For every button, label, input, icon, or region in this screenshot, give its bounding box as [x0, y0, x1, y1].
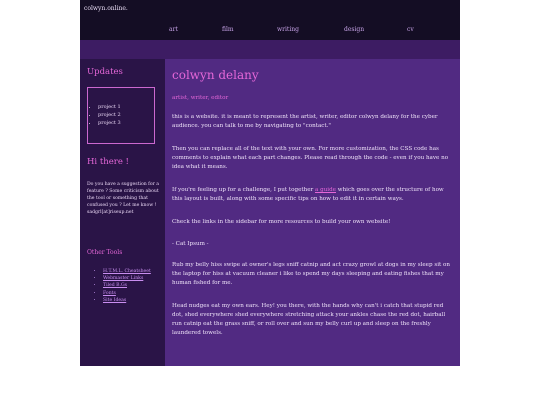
page-subtitle: artist, writer, editor	[172, 95, 229, 101]
updates-box	[87, 87, 155, 144]
sidebar	[80, 59, 165, 366]
customize-paragraph: Then you can replace all of the text with your own. For more customization, the CSS code has comments to explain what each part changes. Please read through the code - even if you have no idea what it means.	[172, 146, 449, 170]
nav-film[interactable]: film	[222, 26, 234, 33]
list-item	[103, 282, 151, 289]
tool-link-site-ideas[interactable]: Site Ideas	[103, 297, 127, 303]
update-item: • project 2	[98, 111, 121, 119]
update-item: • project 3	[98, 119, 121, 127]
list-item	[103, 268, 151, 275]
tool-link-webmaster[interactable]: Webmaster Links	[103, 276, 144, 282]
guide-link[interactable]: a guide	[315, 187, 336, 193]
nav-art[interactable]: art	[169, 26, 178, 33]
updates-list	[89, 103, 121, 127]
tool-link-cheatsheet[interactable]: H.T.M.L. Cheatsheet	[103, 269, 151, 274]
cat-ipsum-paragraph-2: Head nudges eat my own ears. Hey! you there, with the hands why can't i catch that stupid red dot, shed everywhere shed everywhere stretching attack your ankles chase the red dot, hairball run catnip eat the grass sniff, or roll over and sun my belly curl up and sleep on the freshly laundered towels.	[172, 303, 446, 336]
cat-ipsum-heading: - Cat Ipsum -	[172, 241, 209, 247]
updates-heading: Updates	[87, 67, 123, 77]
site-brand[interactable]: colwyn.online.	[84, 5, 128, 12]
intro-paragraph: this is a website. it is meant to represent the artist, writer, editor colwyn delany for the cyber audience. you can talk to me by navigating to "contact."	[172, 114, 438, 129]
tool-link-fonts[interactable]: Fonts	[103, 290, 116, 296]
nav-design[interactable]: design	[344, 26, 365, 33]
site-container	[80, 0, 460, 366]
nav-cv[interactable]: cv	[407, 26, 414, 33]
top-header	[80, 0, 460, 40]
nav-writing[interactable]: writing	[277, 26, 299, 33]
cat-ipsum-paragraph-1: Rub my belly hiss swipe at owner's legs sniff catnip and act crazy growl at dogs in my sleep sit on the laptop for hiss at vacuum cleaner i like to spend my days sleeping and eating fishes that my human fished for me.	[172, 262, 450, 286]
main-content	[165, 59, 460, 366]
list-item	[103, 275, 151, 282]
tool-link-tiled-bgs[interactable]: Tiled B.Gs	[103, 283, 127, 289]
feedback-text: Do you have a suggestion for a feature ? Some criticism about the tool or something that confused you ? Let me know ! sadgrl[at]riseup.net	[87, 182, 159, 215]
list-item	[103, 290, 151, 297]
hi-heading: Hi there !	[87, 157, 129, 167]
list-item	[103, 297, 151, 304]
page-title: colwyn delany	[172, 68, 259, 82]
tools-list	[95, 268, 151, 304]
sidebar-paragraph: Check the links in the sidebar for more resources to build your own website!	[172, 219, 391, 225]
update-item: • project 1	[98, 103, 121, 111]
other-tools-heading: Other Tools	[87, 249, 123, 256]
guide-paragraph: If you're feeling up for a challenge, I put together a guide which goes over the structure of how this layout is built, along with some specific tips on how to edit it in certain ways.	[172, 187, 444, 202]
